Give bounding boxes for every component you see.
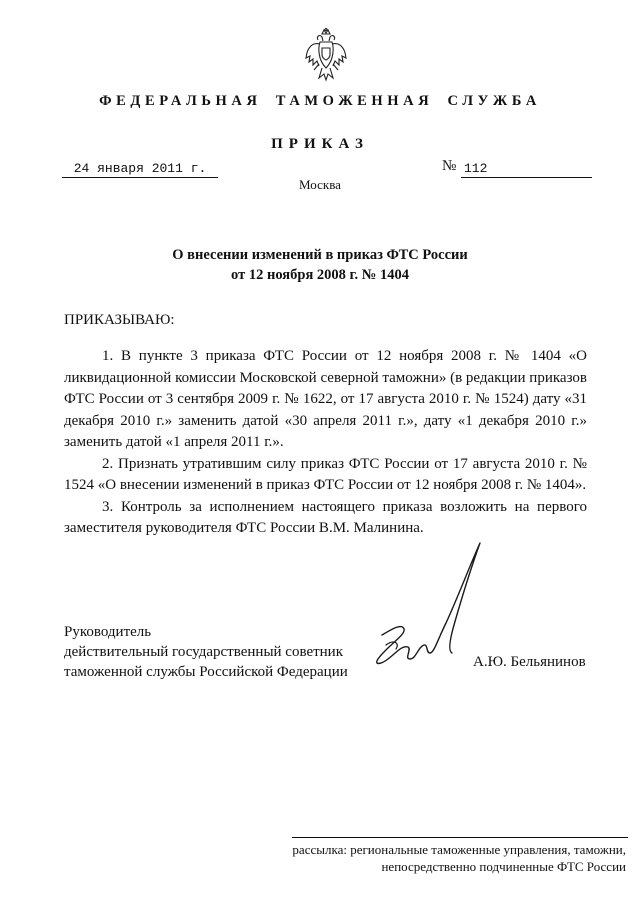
- russian-coat-of-arms-icon: [304, 28, 348, 84]
- paragraph-2: 2. Признать утратившим силу приказ ФТС России от 17 августа 2010 г. № 1524 «О внесении изменений в приказ ФТС России от 12 ноября 2008 г. № 1404».: [64, 455, 587, 493]
- document-city: Москва: [299, 177, 341, 192]
- document-number: 112: [461, 161, 592, 178]
- number-label: №: [442, 158, 457, 174]
- agency-name: ФЕДЕРАЛЬНАЯ ТАМОЖЕННАЯ СЛУЖБА: [99, 93, 541, 109]
- distribution-line-1: рассылка: региональные таможенные управления, таможни,: [292, 842, 626, 857]
- signer-title-line-2: действительный государственный советник: [64, 644, 344, 660]
- paragraph-1: 1. В пункте 3 приказа ФТС России от 12 ноября 2008 г. № 1404 «О ликвидационной комиссии Московской северной таможни» (в редакции приказов ФТС России от 3 сентября 2009 г. № 1622, от 17 августа 2010 г. № 1524) дату «31 декабря 2010 г.» заменить датой «30 апреля 2011 г.», дату «1 декабря 2010 г.» заменить датой «1 апреля 2011 г.».: [64, 348, 587, 450]
- subject-line-2: от 12 ноября 2008 г. № 1404: [231, 267, 409, 283]
- signer-title: [64, 622, 364, 682]
- handwritten-signature-icon: [368, 535, 488, 685]
- signer-title-line-3: таможенной службы Российской Федерации: [64, 664, 348, 680]
- signer-name: А.Ю. Бельянинов: [473, 654, 586, 670]
- document-body: [64, 346, 587, 540]
- subject-line-1: О внесении изменений в приказ ФТС России: [172, 247, 468, 263]
- order-word: ПРИКАЗЫВАЮ:: [64, 312, 175, 328]
- signer-title-line-1: Руководитель: [64, 624, 152, 640]
- document-subject: [0, 245, 640, 285]
- distribution-list: [292, 841, 626, 875]
- distribution-divider: [292, 837, 628, 838]
- distribution-line-2: непосредственно подчиненные ФТС России: [381, 859, 626, 874]
- paragraph-3: 3. Контроль за исполнением настоящего приказа возложить на первого заместителя руководителя ФТС России В.М. Малинина.: [64, 498, 587, 536]
- document-date: 24 января 2011 г.: [62, 161, 218, 178]
- document-type: ПРИКАЗ: [271, 136, 369, 152]
